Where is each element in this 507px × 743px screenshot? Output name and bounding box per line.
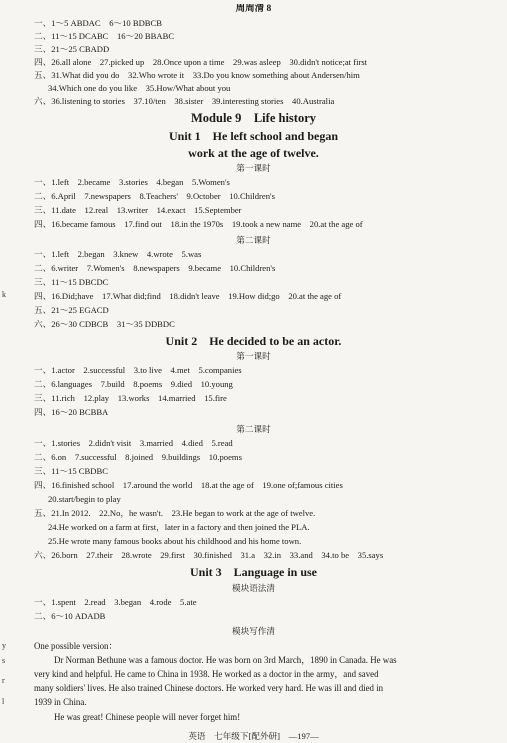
lesson-heading: 第二课时 [236,235,271,245]
section-heading: 模块写作清 [232,626,275,636]
answer-line: 一、1.stories 2.didn't visit 3.married 4.died 5.read [34,438,233,448]
answer-line: 三、11.date 12.real 13.writer 14.exact 15.September [34,205,242,215]
answer-line: 一、1～5 ABDAC 6～10 BDBCB [34,18,162,28]
unit1-heading-line1: Unit 1 He left school and began [168,129,338,143]
answer-line: 六、36.listening to stories 37.10/ten 38.sister 39.interesting stories 40.Australia [34,96,335,106]
answer-line: 四、16.finished school 17.around the world 18.at the age of 19.one of;famous cities [34,480,343,490]
answer-line: 25.He wrote many famous books about his childhood and his home town. [48,536,302,546]
answer-line: 一、1.left 2.began 3.knew 4.wrote 5.was [34,249,202,259]
answer-line: 二、6～10 ADADB [34,611,106,621]
margin-letter: s [2,656,6,665]
answer-line: 四、16.became famous 17.find out 18.in the 1970s 19.took a new name 20.at the age of [34,219,363,229]
margin-letter: r [2,676,5,685]
answer-line: 二、6.writer 7.Women's 8.newspapers 9.became 10.Children's [34,263,276,273]
page-title: 周周清 8 [235,4,272,14]
answer-line: 五、31.What did you do 32.Who wrote it 33.Do you know something about Andersen/him [34,70,360,80]
unit3-heading: Unit 3 Language in use [189,565,318,579]
unit2-heading: Unit 2 He decided to be an actor. [165,334,342,348]
answer-line: 三、11～15 DBCDC [34,277,109,287]
margin-letter: l [2,697,5,706]
essay-line: very kind and helpful. He came to China in 1938. He worked as a doctor in the army，and saved [34,669,379,679]
answer-line: 二、6.April 7.newspapers 8.Teachers' 9.October 10.Children's [34,191,275,201]
essay-line: many soldiers' lives. He also trained Chinese doctors. He worked very hard. He was ill and died in [34,683,384,693]
essay-intro: One possible version： [34,641,118,651]
answer-line: 三、21～25 CBADD [34,44,110,54]
answer-line: 五、21～25 EGACD [34,305,109,315]
essay-line: 1939 in China. [34,697,87,707]
answer-line: 六、26～30 CDBCB 31～35 DDBDC [34,319,175,329]
answer-line: 一、1.actor 2.successful 3.to live 4.met 5.companies [34,365,242,375]
lesson-heading: 第二课时 [236,424,271,434]
answer-line: 六、26.born 27.their 28.wrote 29.first 30.finished 31.a 32.in 33.and 34.to be 35.says [34,550,384,560]
module-heading: Module 9 Life history [191,111,316,125]
answer-line: 四、16～20 BCBBA [34,407,109,417]
unit1-heading-line2: work at the age of twelve. [188,146,319,160]
answer-line: 20.start/begin to play [48,494,121,504]
lesson-heading: 第一课时 [236,351,271,361]
answer-line: 三、11.rich 12.play 13.works 14.married 15.fire [34,393,227,403]
answer-line: 二、6.languages 7.build 8.poems 9.died 10.young [34,379,233,389]
answer-line: 24.He worked on a farm at first，later in a factory and then joined the PLA. [48,522,310,532]
answer-line: 五、21.In 2012. 22.No，he wasn't. 23.He began to work at the age of twelve. [34,508,316,518]
margin-letter: k [2,290,6,299]
margin-letter: y [2,641,6,650]
essay-line: Dr Norman Bethune was a famous doctor. He was born on 3rd March，1890 in Canada. He was [54,655,397,665]
essay-line: He was great! Chinese people will never forget him! [54,712,241,722]
answer-line: 34.Which one do you like 35.How/What about you [48,83,231,93]
answer-line: 四、16.Did;have 17.What did;find 18.didn't leave 19.How did;go 20.at the age of [34,291,342,301]
answer-line: 二、6.on 7.successful 8.joined 9.buildings 10.poems [34,452,242,462]
page-footer: 英语 七年级下[配外研] —197— [188,731,319,741]
answer-line: 四、26.all alone 27.picked up 28.Once upon a time 29.was asleep 30.didn't notice;at first [34,57,368,67]
answer-line: 二、11～15 DCABC 16～20 BBABC [34,31,175,41]
section-heading: 模块语法清 [232,583,275,593]
answer-line: 一、1.spent 2.read 3.began 4.rode 5.ate [34,597,197,607]
lesson-heading: 第一课时 [236,163,271,173]
answer-line: 三、11～15 CBDBC [34,466,108,476]
answer-line: 一、1.left 2.became 3.stories 4.began 5.Women's [34,177,230,187]
